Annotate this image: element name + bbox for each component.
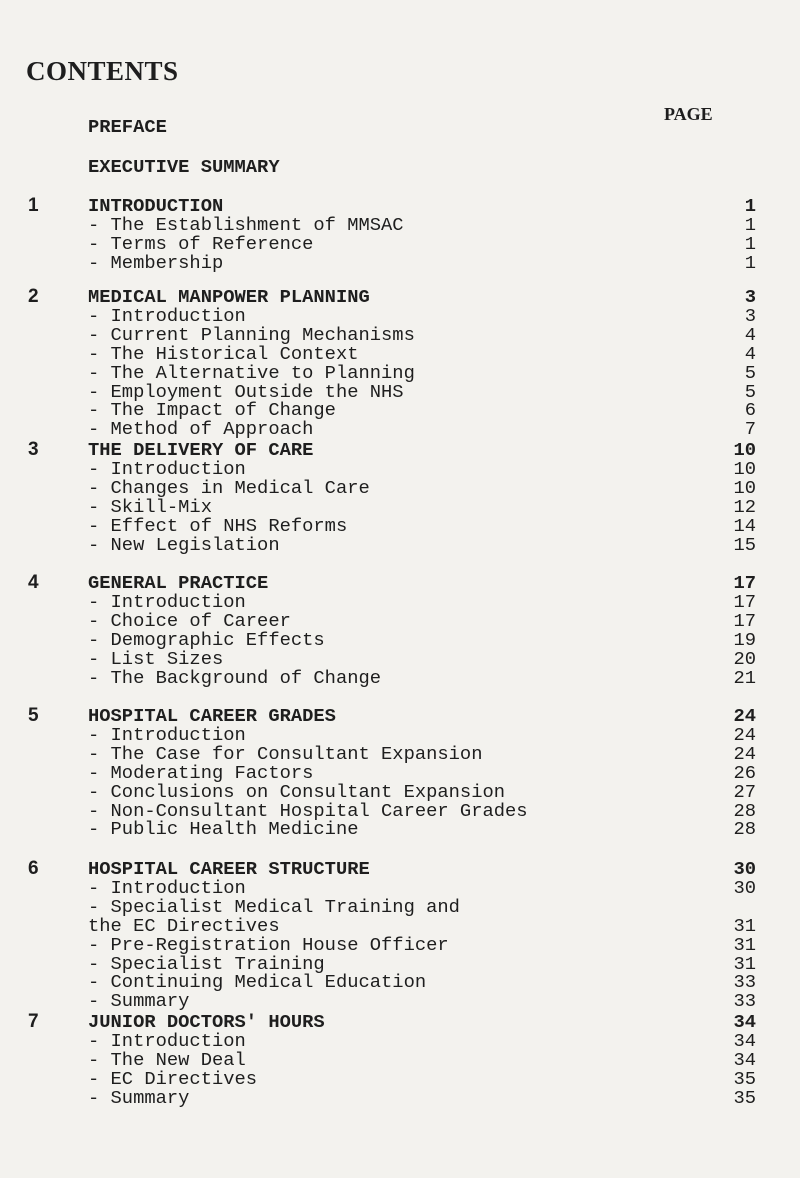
chapter-heading: HOSPITAL CAREER GRADES xyxy=(88,705,336,727)
chapter-number: 3 xyxy=(28,439,39,460)
toc-entry: - Introduction xyxy=(88,304,246,327)
toc-entry-page: 33 xyxy=(733,971,756,994)
toc-entry-page: 12 xyxy=(733,495,756,518)
toc-entry-page: 24 xyxy=(733,723,756,746)
chapter-page-number: 34 xyxy=(733,1011,756,1033)
toc-entry: - Public Health Medicine xyxy=(88,818,359,841)
toc-entry: - Specialist Training xyxy=(88,952,325,975)
toc-entry-page: 34 xyxy=(733,1029,756,1052)
toc-entry-page: 26 xyxy=(733,761,756,784)
toc-entry: - Effect of NHS Reforms xyxy=(88,514,348,537)
toc-entry-page: 4 xyxy=(744,342,756,365)
toc-entry: - Pre-Registration House Officer xyxy=(88,933,449,956)
toc-entry-page: 1 xyxy=(744,213,756,236)
toc-entry-page: 10 xyxy=(733,457,756,480)
toc-entry-page: 5 xyxy=(744,380,756,403)
toc-entry-page: 35 xyxy=(733,1086,756,1109)
chapter-heading: GENERAL PRACTICE xyxy=(88,572,269,594)
toc-entry: - The New Deal xyxy=(88,1048,246,1071)
toc-entry: - Skill-Mix xyxy=(88,495,212,518)
toc-entry-page: 31 xyxy=(733,933,756,956)
toc-entry-page: 15 xyxy=(733,533,756,556)
toc-entry: - The Case for Consultant Expansion xyxy=(88,742,483,765)
toc-entry: - Introduction xyxy=(88,723,246,746)
toc-entry-page: 5 xyxy=(744,361,756,384)
toc-entry: - The Establishment of MMSAC xyxy=(88,213,404,236)
chapter-page-number: 24 xyxy=(733,705,756,727)
toc-entry-page: 7 xyxy=(744,418,756,441)
toc-entry: - Non-Consultant Hospital Career Grades xyxy=(88,799,528,822)
toc-entry: - Moderating Factors xyxy=(88,761,314,784)
chapter-page-number: 1 xyxy=(744,195,756,217)
toc-entry: - Membership xyxy=(88,251,224,274)
toc-entry: - EC Directives xyxy=(88,1067,258,1090)
toc-entry: - Continuing Medical Education xyxy=(88,971,427,994)
toc-entry-page: 10 xyxy=(733,476,756,499)
toc-entry-page: 17 xyxy=(733,609,756,632)
chapter-number: 2 xyxy=(28,286,39,307)
toc-entry: - Summary xyxy=(88,990,190,1013)
toc-entry-page: 21 xyxy=(733,666,756,689)
toc-entry: - Employment Outside the NHS xyxy=(88,380,404,403)
chapter-heading: INTRODUCTION xyxy=(88,195,224,217)
page-column-header: PAGE xyxy=(664,104,713,124)
executive-summary-heading: EXECUTIVE SUMMARY xyxy=(88,156,280,178)
toc-entry: - Method of Approach xyxy=(88,418,314,441)
toc-entry-page: 35 xyxy=(733,1067,756,1090)
toc-entry-page: 30 xyxy=(733,876,756,899)
chapter-heading: JUNIOR DOCTORS' HOURS xyxy=(88,1011,325,1033)
chapter-page-number: 10 xyxy=(733,439,756,461)
toc-entry: - Specialist Medical Training and xyxy=(88,895,460,918)
toc-entry: - Choice of Career xyxy=(88,609,291,632)
toc-entry-page: 28 xyxy=(733,799,756,822)
toc-entry: - List Sizes xyxy=(88,647,224,670)
chapter-page-number: 30 xyxy=(733,858,756,880)
toc-entry-page: 4 xyxy=(744,323,756,346)
toc-entry: - Introduction xyxy=(88,876,246,899)
toc-entry-page: 1 xyxy=(744,232,756,255)
toc-entry: - Introduction xyxy=(88,457,246,480)
toc-entry: - Current Planning Mechanisms xyxy=(88,323,415,346)
toc-entry-page: 19 xyxy=(733,628,756,651)
toc-entry-page: 14 xyxy=(733,514,756,537)
toc-entry-page: 17 xyxy=(733,590,756,613)
toc-entry-page: 27 xyxy=(733,780,756,803)
chapter-number: 5 xyxy=(28,705,39,726)
toc-entry-page: 20 xyxy=(733,647,756,670)
toc-entry-page: 3 xyxy=(744,304,756,327)
toc-entry: - New Legislation xyxy=(88,533,280,556)
toc-entry: - Introduction xyxy=(88,1029,246,1052)
toc-entry-page: 24 xyxy=(733,742,756,765)
toc-entry: - Introduction xyxy=(88,590,246,613)
toc-entry: - The Impact of Change xyxy=(88,399,336,422)
chapter-number: 7 xyxy=(28,1011,39,1032)
preface-heading: PREFACE xyxy=(88,116,167,138)
chapter-page-number: 3 xyxy=(744,286,756,308)
toc-entry: - The Alternative to Planning xyxy=(88,361,415,384)
toc-entry: - The Historical Context xyxy=(88,342,359,365)
chapter-page-number: 17 xyxy=(733,572,756,594)
chapter-number: 1 xyxy=(28,195,39,216)
toc-entry-page: 6 xyxy=(744,399,756,422)
page-title: CONTENTS xyxy=(26,56,179,86)
toc-entry: - Demographic Effects xyxy=(88,628,325,651)
chapter-number: 4 xyxy=(28,572,39,593)
toc-entry: - Terms of Reference xyxy=(88,232,314,255)
toc-entry: - Conclusions on Consultant Expansion xyxy=(88,780,506,803)
toc-entry: - Summary xyxy=(88,1086,190,1109)
chapter-number: 6 xyxy=(28,858,39,879)
toc-entry: - The Background of Change xyxy=(88,666,382,689)
chapter-heading: THE DELIVERY OF CARE xyxy=(88,439,314,461)
toc-entry-page: 1 xyxy=(744,251,756,274)
toc-entry: - Changes in Medical Care xyxy=(88,476,370,499)
toc-entry-page: 34 xyxy=(733,1048,756,1071)
toc-entry: the EC Directives xyxy=(88,914,280,937)
chapter-heading: HOSPITAL CAREER STRUCTURE xyxy=(88,858,370,880)
toc-entry-page: 33 xyxy=(733,990,756,1013)
toc-entry-page: 31 xyxy=(733,952,756,975)
toc-entry-page: 28 xyxy=(733,818,756,841)
toc-entry-page: 31 xyxy=(733,914,756,937)
chapter-heading: MEDICAL MANPOWER PLANNING xyxy=(88,286,370,308)
